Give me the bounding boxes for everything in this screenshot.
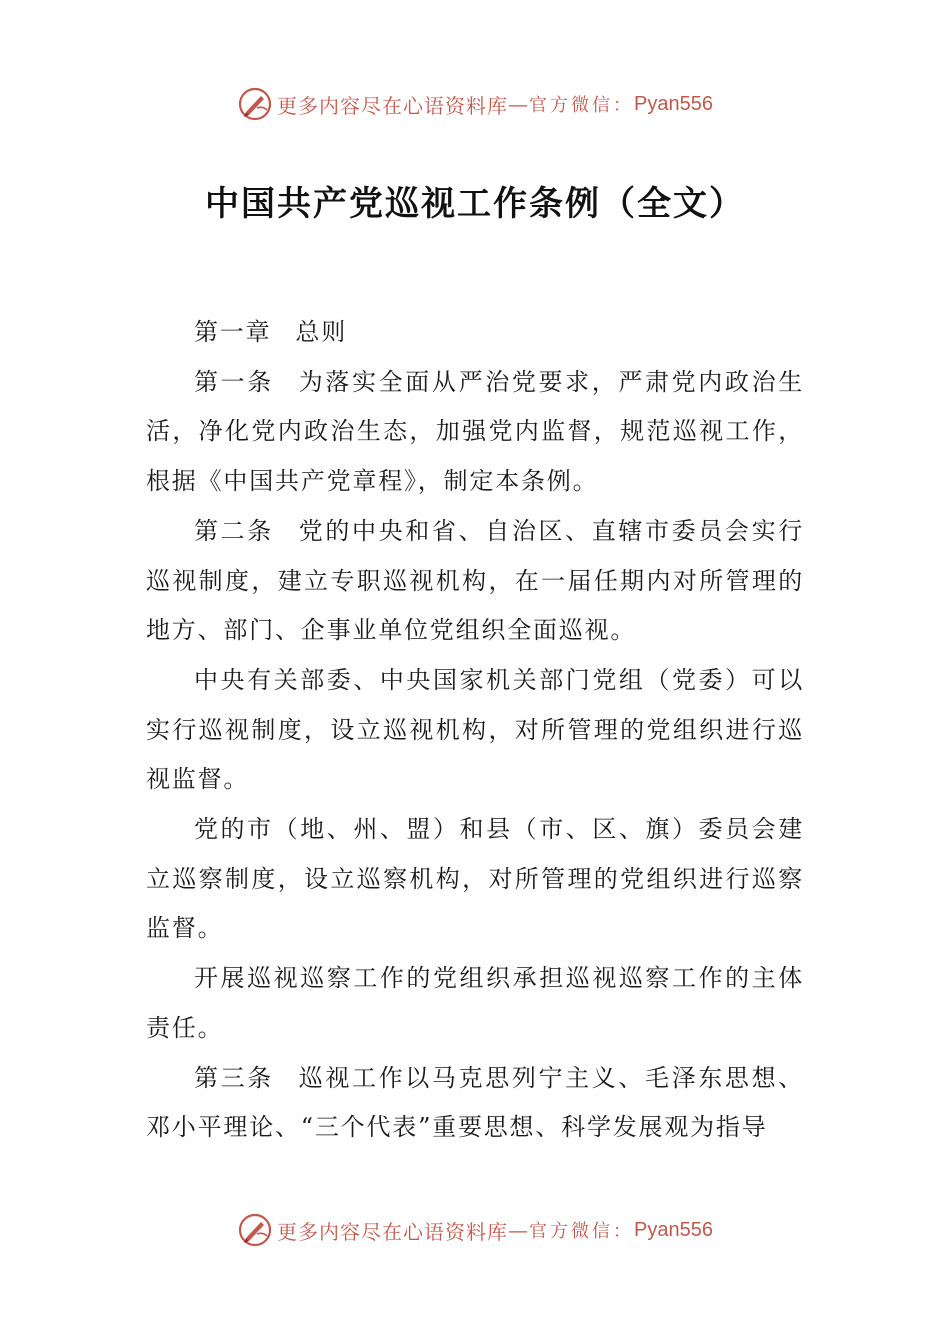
article-2-label: 第二条 — [194, 516, 274, 545]
document-body — [146, 308, 804, 1153]
footer-banner — [0, 1210, 950, 1250]
article-1 — [146, 358, 804, 507]
banner-account: Pyan556 — [634, 92, 713, 115]
article-2-text: 党的中央和省、自治区、直辖市委员会实行巡视制度，建立专职巡视机构，在一届任期内对所管理的地方、部门、企事业单位党组织全面巡视。 — [146, 516, 805, 645]
paragraph-responsibility: 开展巡视巡察工作的党组织承担巡视巡察工作的主体责任。 — [146, 964, 804, 1042]
article-2 — [146, 507, 804, 656]
banner-wechat-label: 官方微信： — [529, 95, 635, 116]
paragraph-local: 党的市（地、州、盟）和县（市、区、旗）委员会建立巡察制度，设立巡察机构，对所管理的党组织进行巡察监督。 — [146, 815, 804, 943]
article-1-text: 为落实全面从严治党要求，严肃党内政治生活，净化党内政治生态，加强党内监督，规范巡视工作，根据《中国共产党章程》，制定本条例。 — [146, 367, 805, 496]
pen-logo-icon — [237, 86, 273, 122]
banner-brand-text: 更多内容尽在心语资料库 — [277, 93, 509, 118]
article-3-text: 巡视工作以马克思列宁主义、毛泽东思想、邓小平理论、“三个代表”重要思想、科学发展观为指导 — [146, 1063, 805, 1142]
chapter-name: 总则 — [295, 318, 348, 346]
article-3 — [146, 1054, 804, 1153]
article-1-label: 第一条 — [194, 367, 274, 396]
banner-wechat-label: 官方微信： — [529, 1221, 635, 1242]
document-title: 中国共产党巡视工作条例（全文） — [205, 184, 745, 224]
article-3-label: 第三条 — [194, 1063, 274, 1092]
chapter-label: 第一章 — [194, 318, 272, 346]
banner-brand-text: 更多内容尽在心语资料库 — [277, 1219, 509, 1244]
chapter-heading — [146, 308, 804, 358]
header-banner — [0, 84, 950, 124]
banner-account: Pyan556 — [634, 1218, 713, 1241]
banner-dash: — — [508, 92, 530, 116]
paragraph-central: 中央有关部委、中央国家机关部门党组（党委）可以实行巡视制度，设立巡视机构，对所管理的党组织进行巡视监督。 — [146, 665, 804, 794]
banner-dash: — — [508, 1218, 530, 1242]
pen-logo-icon — [237, 1212, 273, 1248]
